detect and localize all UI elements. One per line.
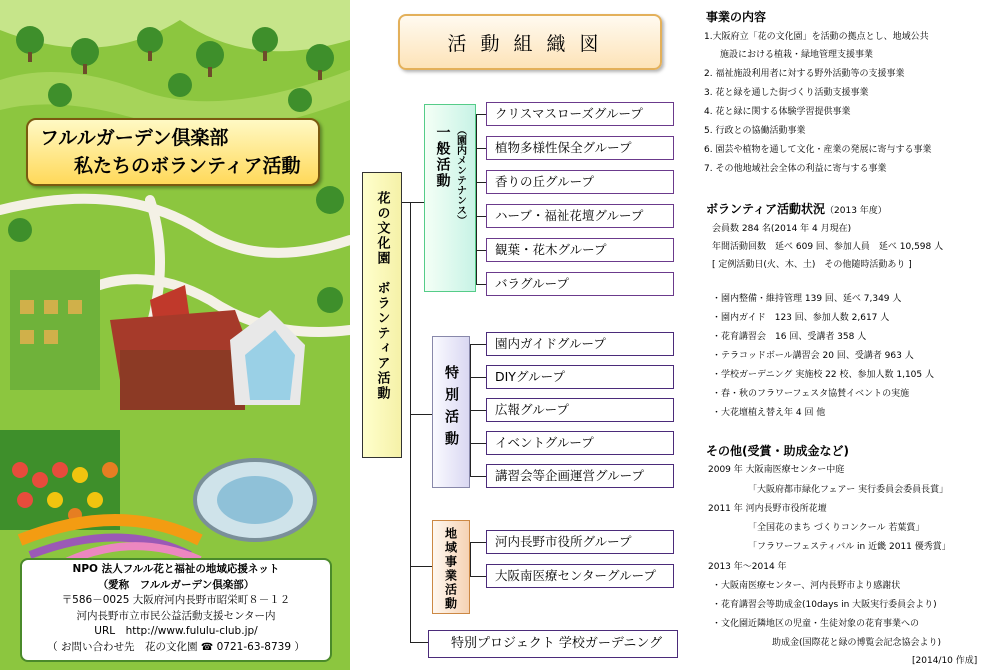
volunteer-bullet: ・学校ガーデニング 実施校 22 校、参加人数 1,105 人 bbox=[712, 370, 934, 380]
business-item: 2. 福祉施設利用者に対する野外活動等の支援事業 bbox=[704, 69, 905, 79]
phone-icon: ☎ bbox=[200, 641, 214, 653]
contact-label: （ お問い合わせ先 花の文化園 bbox=[47, 640, 198, 653]
category-community-label: 地域事業活動 bbox=[443, 527, 458, 611]
group-box: 植物多様性保全グループ bbox=[486, 136, 674, 160]
connector bbox=[470, 443, 486, 444]
connector bbox=[470, 542, 471, 576]
connector bbox=[402, 202, 424, 203]
connector bbox=[476, 216, 486, 217]
org-address: 〒586－0025 大阪府河内長野市昭栄町８－１２ bbox=[61, 594, 291, 606]
other-line: 「全国花のまち づくりコンクール 若葉賞」 bbox=[748, 523, 925, 533]
other-line: 2013 年～2014 年 bbox=[708, 562, 787, 572]
volunteer-bullet: ・園内ガイド 123 回、参加人数 2,617 人 bbox=[712, 313, 890, 323]
other-line: ・大阪南医療センター、河内長野市より感謝状 bbox=[712, 581, 901, 591]
chart-title: 活動組織図 bbox=[398, 14, 662, 70]
volunteer-heading-year: （2013 年度） bbox=[825, 206, 887, 216]
connector bbox=[470, 344, 486, 345]
organization-info bbox=[20, 558, 332, 662]
business-heading: 事業の内容 bbox=[706, 10, 767, 24]
brochure-title-line1: フルルガーデン倶楽部 bbox=[40, 127, 229, 149]
volunteer-bullet: ・大花壇植え替え年 4 回 他 bbox=[712, 408, 826, 418]
brochure-title bbox=[26, 118, 320, 186]
root-box bbox=[362, 172, 402, 458]
group-box: 大阪南医療センターグループ bbox=[486, 564, 674, 588]
org-nickname: （愛称 フルルガーデン倶楽部） bbox=[97, 578, 255, 591]
connector bbox=[470, 542, 486, 543]
group-box: クリスマスローズグループ bbox=[486, 102, 674, 126]
group-box: 観葉・花木グループ bbox=[486, 238, 674, 262]
other-line: 「大阪府都市緑化フェアー 実行委員会委員長賞」 bbox=[748, 485, 949, 495]
connector bbox=[410, 642, 428, 643]
business-item: 施設における植栽・緑地管理支援事業 bbox=[720, 50, 874, 60]
other-line: ・花育講習会等助成金(10days in 大阪実行委員会より) bbox=[712, 600, 937, 610]
group-box: バラグループ bbox=[486, 272, 674, 296]
info-column bbox=[700, 0, 997, 670]
connector bbox=[476, 114, 477, 284]
org-contact bbox=[22, 640, 330, 656]
connector bbox=[410, 414, 432, 415]
contact-phone: 0721-63-8739 ） bbox=[216, 640, 305, 653]
category-general-label: 一般活動 bbox=[434, 125, 451, 189]
volunteer-line: [ 定例活動日(火、木、土) その他随時活動あり ] bbox=[712, 260, 912, 270]
org-name: NPO 法人フルル花と福祉の地域応援ネット bbox=[72, 563, 280, 575]
group-box: イベントグループ bbox=[486, 431, 674, 455]
other-line: ・文化園近隣地区の児童・生徒対象の花育事業への bbox=[712, 619, 920, 629]
connector bbox=[470, 377, 486, 378]
volunteer-heading-text: ボランティア活動状況 bbox=[706, 202, 826, 216]
group-box: 園内ガイドグループ bbox=[486, 332, 674, 356]
category-general bbox=[424, 104, 476, 292]
other-line: 助成金(国際花と緑の博覧会記念協会より) bbox=[772, 638, 942, 648]
connector bbox=[470, 410, 486, 411]
group-box: 香りの丘グループ bbox=[486, 170, 674, 194]
volunteer-line: 年間活動回数 延べ 609 回、参加人員 延べ 10,598 人 bbox=[712, 242, 944, 252]
business-item: 1.大阪府立「花の文化園」を活動の拠点とし、地域公共 bbox=[704, 32, 929, 42]
volunteer-bullet: ・春・秋のフラワーフェスタ協賛イベントの実施 bbox=[712, 389, 910, 399]
volunteer-heading bbox=[706, 200, 887, 220]
group-box: 講習会等企画運営グループ bbox=[486, 464, 674, 488]
connector bbox=[476, 114, 486, 115]
category-general-sublabel: （園内メンテナンス） bbox=[454, 125, 466, 225]
connector bbox=[476, 182, 486, 183]
category-community bbox=[432, 520, 470, 614]
special-project-box: 特別プロジェクト 学校ガーデニング bbox=[428, 630, 678, 658]
created-date: [2014/10 作成] bbox=[912, 656, 978, 666]
connector bbox=[476, 250, 486, 251]
business-item: 7. その他地域社会全体の利益に寄与する事業 bbox=[704, 164, 887, 174]
connector bbox=[470, 576, 486, 577]
brochure-title-line2: 私たちのボランティア活動 bbox=[74, 155, 301, 177]
root-label: 花の文化園 ボランティア活動 bbox=[374, 191, 390, 401]
other-line: 2011 年 河内長野市役所花壇 bbox=[708, 504, 827, 514]
other-line: 「フラワーフェスティバル in 近畿 2011 優秀賞」 bbox=[748, 542, 951, 552]
group-box: 河内長野市役所グループ bbox=[486, 530, 674, 554]
org-url[interactable]: URL http://www.fululu-club.jp/ bbox=[94, 625, 258, 637]
connector bbox=[410, 202, 411, 642]
category-special bbox=[432, 336, 470, 488]
org-location: 河内長野市立市民公益活動支援センター内 bbox=[76, 609, 276, 622]
other-heading: その他(受賞・助成金など) bbox=[706, 444, 849, 458]
volunteer-line: 会員数 284 名(2014 年 4 月現在) bbox=[712, 224, 852, 234]
volunteer-bullet: ・テラコッドボール講習会 20 回、受講者 963 人 bbox=[712, 351, 914, 361]
volunteer-bullet: ・園内整備・維持管理 139 回、延べ 7,349 人 bbox=[712, 294, 902, 304]
business-item: 6. 園芸や植物を通して文化・産業の発展に寄与する事業 bbox=[704, 145, 932, 155]
group-box: DIYグループ bbox=[486, 365, 674, 389]
volunteer-bullet: ・花育講習会 16 回、受講者 358 人 bbox=[712, 332, 867, 342]
business-item: 4. 花と緑に関する体験学習提供事業 bbox=[704, 107, 851, 117]
category-special-label: 特別活動 bbox=[443, 365, 459, 453]
brochure-cover bbox=[0, 0, 350, 670]
connector bbox=[476, 148, 486, 149]
business-item: 3. 花と緑を通した街づくり活動支援事業 bbox=[704, 88, 869, 98]
connector bbox=[470, 476, 486, 477]
other-line: 2009 年 大阪南医療センター中庭 bbox=[708, 465, 845, 475]
connector bbox=[476, 284, 486, 285]
connector bbox=[410, 566, 432, 567]
business-item: 5. 行政との協働活動事業 bbox=[704, 126, 806, 136]
group-box: ハーブ・福祉花壇グループ bbox=[486, 204, 674, 228]
group-box: 広報グループ bbox=[486, 398, 674, 422]
